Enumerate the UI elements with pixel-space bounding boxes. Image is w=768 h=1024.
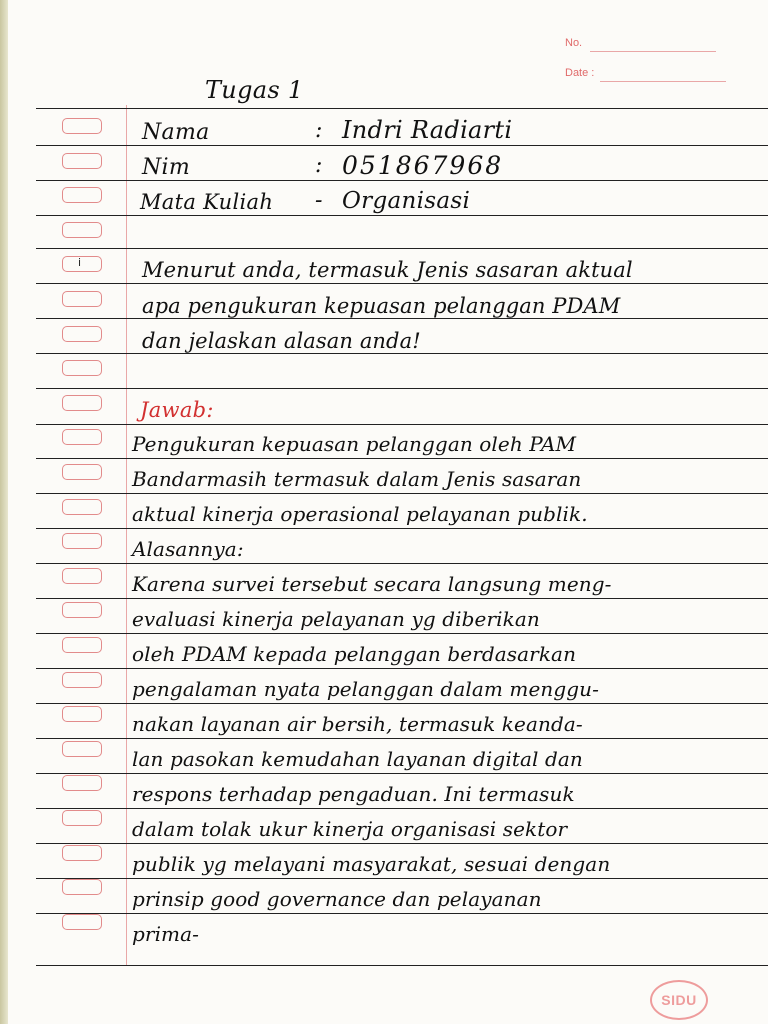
punch-hole	[62, 741, 102, 757]
punch-hole	[62, 845, 102, 861]
rule-line	[36, 878, 768, 879]
punch-hole	[62, 499, 102, 515]
rule-line	[36, 913, 768, 914]
punch-hole	[62, 222, 102, 238]
page-title: Tugas 1	[205, 76, 304, 104]
answer-line: prinsip good governance dan pelayanan	[132, 887, 542, 911]
answer-line: Karena survei tersebut secara langsung meng-	[132, 572, 612, 596]
punch-hole	[62, 118, 102, 134]
rule-line	[36, 283, 768, 284]
identity-value: 051867968	[342, 151, 504, 180]
punch-hole	[62, 256, 102, 272]
rule-line	[36, 668, 768, 669]
rule-line	[36, 598, 768, 599]
punch-hole	[62, 291, 102, 307]
rule-line	[36, 215, 768, 216]
answer-line: prima-	[132, 922, 200, 946]
punch-hole	[62, 637, 102, 653]
rule-line	[36, 353, 768, 354]
question-marker: i	[78, 256, 82, 269]
rule-line	[36, 843, 768, 844]
answer-line: respons terhadap pengaduan. Ini termasuk	[132, 782, 575, 806]
rule-line	[36, 965, 768, 966]
question-line: Menurut anda, termasuk Jenis sasaran aktual	[142, 258, 633, 282]
rule-line	[36, 145, 768, 146]
rule-line	[36, 108, 768, 109]
punch-hole	[62, 326, 102, 342]
answer-line: aktual kinerja operasional pelayanan publik.	[132, 502, 588, 526]
no-line	[590, 51, 716, 52]
identity-label: Nim	[142, 155, 191, 180]
identity-separator: :	[315, 153, 323, 178]
answer-line: Bandarmasih termasuk dalam Jenis sasaran	[132, 467, 582, 491]
identity-value: Organisasi	[342, 188, 471, 214]
identity-separator: -	[315, 188, 323, 213]
rule-line	[36, 458, 768, 459]
question-line: dan jelaskan alasan anda!	[142, 329, 421, 353]
punch-hole	[62, 395, 102, 411]
punch-hole	[62, 153, 102, 169]
answer-line: nakan layanan air bersih, termasuk keanda-	[132, 712, 583, 736]
rule-line	[36, 180, 768, 181]
punch-hole	[62, 429, 102, 445]
answer-heading: Jawab:	[140, 398, 214, 422]
rule-line	[36, 388, 768, 389]
identity-separator: :	[315, 118, 323, 143]
rule-line	[36, 424, 768, 425]
rule-line	[36, 738, 768, 739]
margin-line	[126, 105, 127, 965]
rule-line	[36, 318, 768, 319]
answer-line: oleh PDAM kepada pelanggan berdasarkan	[132, 642, 577, 666]
rule-line	[36, 633, 768, 634]
question-line: apa pengukuran kepuasan pelanggan PDAM	[142, 294, 621, 318]
rule-line	[36, 808, 768, 809]
rule-line	[36, 493, 768, 494]
punch-hole	[62, 775, 102, 791]
identity-label: Mata Kuliah	[140, 190, 274, 214]
no-label: No.	[565, 37, 583, 49]
punch-hole	[62, 360, 102, 376]
rule-line	[36, 563, 768, 564]
punch-hole	[62, 568, 102, 584]
rule-line	[36, 773, 768, 774]
punch-hole	[62, 187, 102, 203]
answer-line: evaluasi kinerja pelayanan yg diberikan	[132, 607, 540, 631]
answer-line: Alasannya:	[132, 537, 244, 561]
punch-hole	[62, 706, 102, 722]
punch-hole	[62, 602, 102, 618]
rule-line	[36, 248, 768, 249]
rule-line	[36, 703, 768, 704]
binding-edge	[0, 0, 8, 1024]
date-line	[600, 81, 726, 82]
punch-hole	[62, 672, 102, 688]
punch-hole	[62, 879, 102, 895]
identity-value: Indri Radiarti	[342, 116, 513, 144]
answer-line: lan pasokan kemudahan layanan digital dan	[132, 747, 583, 771]
logo-text: SIDU	[661, 992, 697, 1008]
sidu-logo	[650, 980, 708, 1020]
punch-hole	[62, 464, 102, 480]
answer-line: pengalaman nyata pelanggan dalam menggu-	[132, 677, 600, 701]
punch-hole	[62, 914, 102, 930]
punch-hole	[62, 533, 102, 549]
answer-line: dalam tolak ukur kinerja organisasi sektor	[132, 817, 568, 841]
date-label: Date :	[565, 67, 595, 79]
identity-label: Nama	[142, 120, 210, 145]
answer-line: publik yg melayani masyarakat, sesuai dengan	[132, 852, 611, 876]
answer-line: Pengukuran kepuasan pelanggan oleh PAM	[132, 432, 577, 456]
punch-hole	[62, 810, 102, 826]
rule-line	[36, 528, 768, 529]
